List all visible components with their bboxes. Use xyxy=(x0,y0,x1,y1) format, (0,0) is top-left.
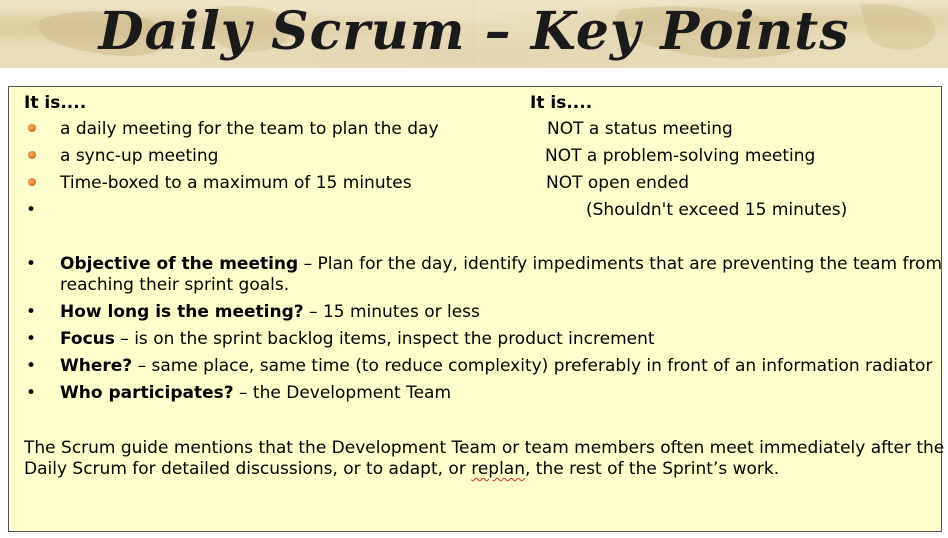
bullet-focus xyxy=(60,327,655,351)
note-text: , the rest of the Sprint’s work. xyxy=(525,459,780,479)
bullet-icon: • xyxy=(26,329,37,349)
left-item: Time-boxed to a maximum of 15 minutes xyxy=(60,173,412,193)
bullet-icon: • xyxy=(26,200,37,220)
bullet-label: Where? xyxy=(60,356,133,376)
spellcheck-word: replan xyxy=(471,459,525,479)
right-item-note: (Shouldn't exceed 15 minutes) xyxy=(586,200,848,220)
bullet-text: – Plan for the day, identify impediments that are preventing the team from xyxy=(298,254,943,274)
right-item: NOT a status meeting xyxy=(547,119,733,139)
bullet-continuation: reaching their sprint goals. xyxy=(60,275,290,295)
title-banner xyxy=(0,0,948,68)
bullet-duration xyxy=(60,300,480,324)
left-item: a sync-up meeting xyxy=(60,146,219,166)
bullet-text: – 15 minutes or less xyxy=(303,302,480,322)
bullet-icon: • xyxy=(26,302,37,322)
bullet-text: – same place, same time (to reduce complexity) preferably in front of an information radiator xyxy=(132,356,933,376)
left-column-header: It is.... xyxy=(24,93,87,113)
note-text: Daily Scrum for detailed discussions, or to adapt, or xyxy=(24,459,472,479)
orange-bullet-icon xyxy=(28,124,36,132)
bullet-where xyxy=(60,354,932,378)
right-item: NOT a problem-solving meeting xyxy=(545,146,816,166)
bullet-text: – the Development Team xyxy=(233,383,452,403)
bullet-participants xyxy=(60,381,451,405)
right-item: NOT open ended xyxy=(546,173,689,193)
content-panel xyxy=(8,86,945,532)
left-item: a daily meeting for the team to plan the day xyxy=(60,119,439,139)
orange-bullet-icon xyxy=(28,178,36,186)
bullet-icon: • xyxy=(26,254,37,274)
bullet-text: – is on the sprint backlog items, inspect the product increment xyxy=(114,329,655,349)
bullet-icon: • xyxy=(26,383,37,403)
slide-title: Daily Scrum – Key Points xyxy=(98,1,850,62)
bullet-icon: • xyxy=(26,356,37,376)
bullet-label: How long is the meeting? xyxy=(60,302,304,322)
bullet-label: Who participates? xyxy=(60,383,234,403)
bullet-label: Objective of the meeting xyxy=(60,254,299,274)
note-line-1: The Scrum guide mentions that the Development Team or team members often meet immediately after the xyxy=(24,438,945,458)
orange-bullet-icon xyxy=(28,151,36,159)
right-column-header: It is.... xyxy=(530,93,593,113)
bullet-label: Focus xyxy=(60,329,115,349)
note-line-2 xyxy=(24,457,779,481)
